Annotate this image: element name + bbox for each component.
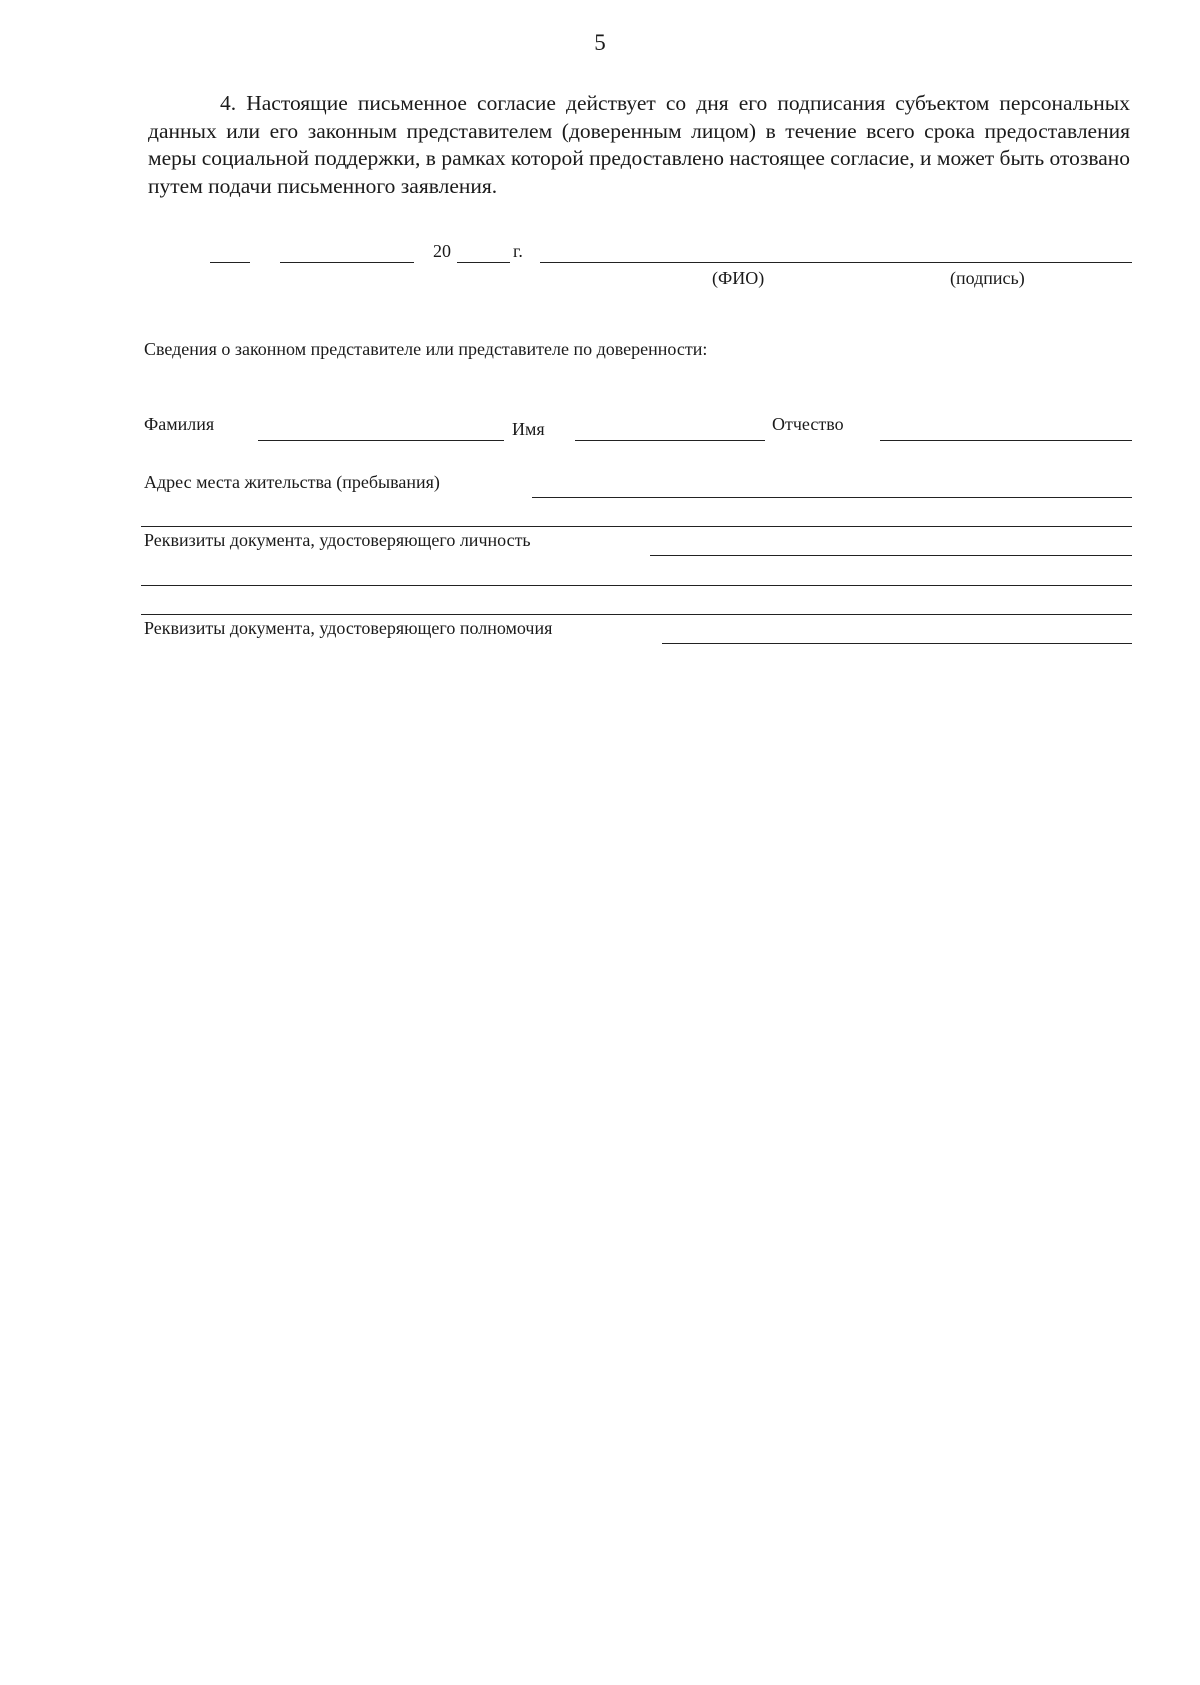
consent-paragraph [148, 90, 1130, 200]
year-blank[interactable] [457, 262, 510, 263]
month-blank[interactable] [280, 262, 414, 263]
paragraph-text: 4. Настоящие письменное согласие действует со дня его подписания субъектом персональных данных или его законным представителем (доверенным лицом) в течение всего срока предоставления меры социальной поддержки, в рамках которой предоставлено настоящее согласие, и может быть отозвано путем подачи письменного заявления. [148, 91, 1130, 198]
authority-document-field[interactable] [662, 643, 1132, 644]
patronymic-field[interactable] [880, 440, 1132, 441]
id-document-field[interactable] [650, 555, 1132, 556]
name-label: Имя [512, 419, 545, 439]
address-field-continuation[interactable] [141, 526, 1132, 527]
signature-caption: (подпись) [950, 268, 1025, 288]
id-document-field-continuation-2[interactable] [141, 614, 1132, 615]
id-document-field-continuation-1[interactable] [141, 585, 1132, 586]
representative-heading: Сведения о законном представителе или представителе по доверенности: [144, 339, 708, 359]
name-field[interactable] [575, 440, 765, 441]
year-suffix: г. [513, 241, 523, 261]
address-field[interactable] [532, 497, 1132, 498]
surname-field[interactable] [258, 440, 504, 441]
day-blank[interactable] [210, 262, 250, 263]
fio-signature-blank[interactable] [540, 262, 1132, 263]
id-document-label: Реквизиты документа, удостоверяющего личность [144, 530, 531, 550]
page-number: 5 [594, 30, 606, 55]
year-prefix: 20 [433, 241, 451, 261]
surname-label: Фамилия [144, 414, 215, 434]
authority-document-label: Реквизиты документа, удостоверяющего полномочия [144, 618, 553, 638]
patronymic-label: Отчество [772, 414, 844, 434]
fio-caption: (ФИО) [712, 268, 765, 288]
address-label: Адрес места жительства (пребывания) [144, 472, 440, 492]
